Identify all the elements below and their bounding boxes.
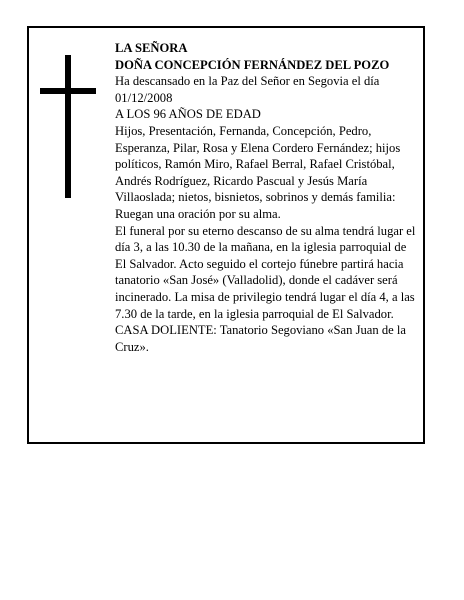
mourning-house: CASA DOLIENTE: Tanatorio Segoviano «San Juan de la Cruz». <box>115 323 406 354</box>
cross-vertical-bar <box>65 55 71 198</box>
obituary-notice <box>27 26 425 444</box>
family-members: Hijos, Presentación, Fernanda, Concepción, Pedro, Esperanza, Pilar, Rosa y Elena Cordero Fernández; hijos políticos, Ramón Miro, Rafael Berral, Rafael Cristóbal, Andrés Rodríguez, Ricardo Pascual y Jesús María Villaoslada; nietos, bisnietos, sobrinos y demás familia: <box>115 123 401 205</box>
funeral-details: El funeral por su eterno descanso de su alma tendrá lugar el día 3, a las 10.30 de la mañana, en la iglesia parroquial de El Salvador. Acto seguido el cortejo fúnebre partirá hacia tanatorio «San José» (Valladolid), donde el cadáver será incinerado. La misa de privilegio tendrá lugar el día 4, a las 7.30 de la tarde, en la iglesia parroquial de El Salvador. <box>115 223 416 321</box>
cross-horizontal-bar <box>40 88 96 94</box>
prayer-request: Ruegan una oración por su alma. <box>115 206 281 221</box>
age-line: A LOS 96 AÑOS DE EDAD <box>115 107 261 122</box>
notice-title: LA SEÑORA <box>115 41 188 55</box>
death-info: Ha descansado en la Paz del Señor en Segovia el día 01/12/2008 <box>115 74 380 105</box>
obituary-text <box>115 40 417 355</box>
deceased-name: DOÑA CONCEPCIÓN FERNÁNDEZ DEL POZO <box>115 57 390 72</box>
cross-icon <box>40 55 96 198</box>
